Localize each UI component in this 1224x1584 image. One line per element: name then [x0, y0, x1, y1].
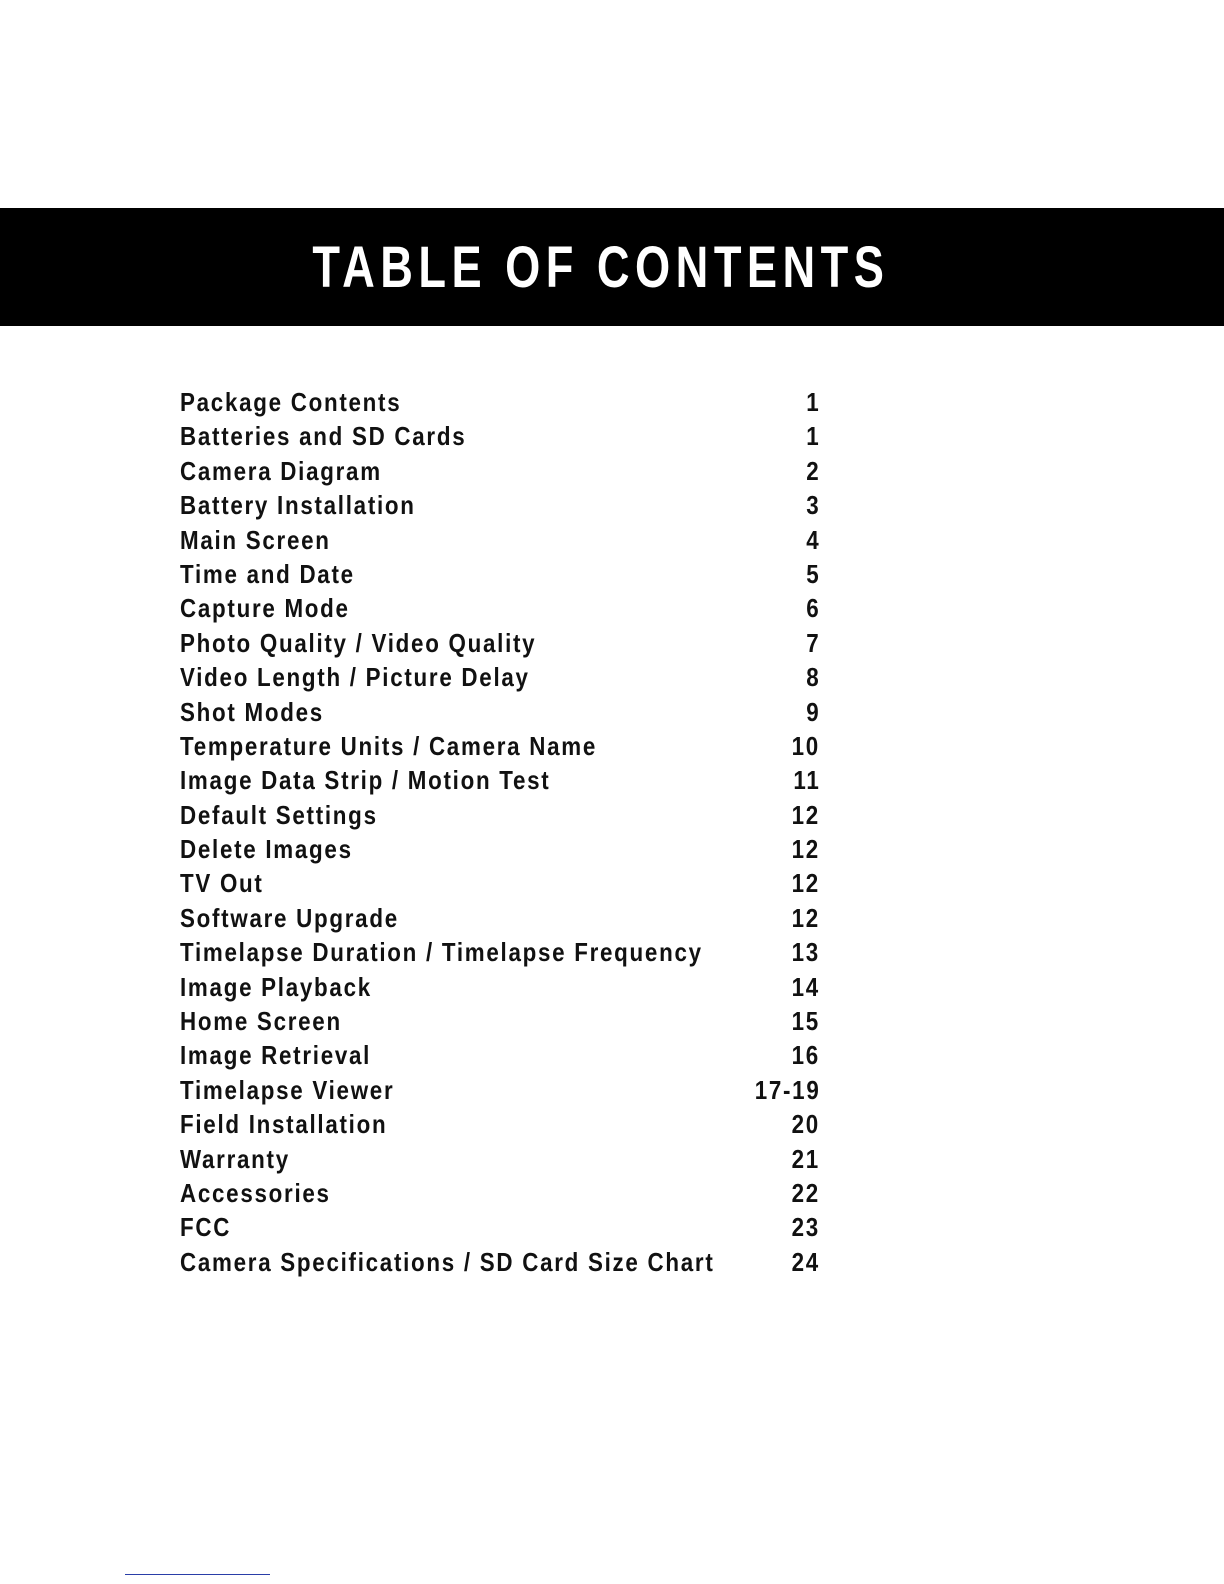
toc-entry-page: 8 — [805, 662, 820, 693]
toc-entry — [180, 1004, 820, 1038]
toc-entry — [180, 488, 820, 522]
toc-entry-label: Warranty — [180, 1143, 290, 1174]
toc-entry — [180, 970, 820, 1004]
footer-rule — [125, 1574, 270, 1575]
toc-entry-label: Main Screen — [180, 524, 331, 555]
toc-entry-page: 11 — [792, 765, 820, 796]
toc-entry-page: 20 — [791, 1109, 820, 1140]
toc-entry — [180, 1107, 820, 1141]
toc-entry-page: 4 — [805, 524, 820, 555]
toc-entry-label: Image Retrieval — [180, 1040, 372, 1071]
toc-entry-label: Shot Modes — [180, 696, 324, 727]
toc-entry — [180, 935, 820, 969]
toc-entry-label: FCC — [180, 1212, 232, 1243]
toc-entry-label: Image Data Strip / Motion Test — [180, 765, 551, 796]
toc-entry-page: 24 — [791, 1246, 820, 1277]
toc-entry-label: Timelapse Viewer — [180, 1074, 395, 1105]
toc-entry — [180, 591, 820, 625]
toc-entry-page: 12 — [791, 799, 820, 830]
page-title: TABLE OF CONTENTS — [312, 234, 890, 300]
toc-entry-label: Batteries and SD Cards — [180, 421, 467, 452]
toc-entry-label: Photo Quality / Video Quality — [180, 627, 537, 658]
toc-entry-page: 1 — [805, 421, 820, 452]
toc-entry — [180, 1245, 820, 1279]
toc-entry — [180, 1038, 820, 1072]
toc-entry-page: 9 — [805, 696, 820, 727]
toc-entry-page: 23 — [791, 1212, 820, 1243]
toc-entry-label: Accessories — [180, 1177, 331, 1208]
toc-entry — [180, 1073, 820, 1107]
toc-entry-page: 3 — [805, 490, 820, 521]
toc-entry — [180, 866, 820, 900]
toc-entry-page: 12 — [791, 868, 820, 899]
toc-entry-page: 12 — [791, 834, 820, 865]
toc-entry-page: 1 — [805, 387, 820, 417]
toc-entry-label: Timelapse Duration / Timelapse Frequency — [180, 937, 703, 968]
toc-entry-page: 14 — [791, 971, 820, 1002]
toc-entry-label: Home Screen — [180, 1006, 342, 1037]
toc-entry-page: 10 — [791, 730, 820, 761]
toc-entry-page: 7 — [805, 627, 820, 658]
toc-entry — [180, 1142, 820, 1176]
toc-entry-label: Capture Mode — [180, 593, 350, 624]
toc-entry-label: Time and Date — [180, 558, 355, 589]
toc-entry-page: 22 — [791, 1177, 820, 1208]
toc-entry-label: Default Settings — [180, 799, 378, 830]
toc-entry — [180, 626, 820, 660]
title-banner — [0, 208, 1224, 326]
toc-entry-page: 15 — [791, 1006, 820, 1037]
toc-entry — [180, 901, 820, 935]
toc-entry — [180, 1176, 820, 1210]
toc-entry-label: Temperature Units / Camera Name — [180, 730, 598, 761]
toc-entry-page: 5 — [805, 558, 820, 589]
toc-entry-page: 17-19 — [754, 1074, 820, 1105]
toc-entry-label: Camera Diagram — [180, 455, 382, 486]
toc-entry — [180, 1210, 820, 1244]
toc-entry-page: 2 — [805, 455, 820, 486]
toc-entry-label: Camera Specifications / SD Card Size Chart — [180, 1246, 715, 1277]
toc-entry-label: Software Upgrade — [180, 902, 399, 933]
toc-entry — [180, 385, 820, 419]
toc-entry-label: Video Length / Picture Delay — [180, 662, 530, 693]
toc-entry — [180, 557, 820, 591]
toc-entry — [180, 454, 820, 488]
toc-entry — [180, 695, 820, 729]
toc-entry — [180, 729, 820, 763]
toc-entry-label: Battery Installation — [180, 490, 416, 521]
toc-entry — [180, 763, 820, 797]
toc-entry — [180, 798, 820, 832]
toc-entry-page: 21 — [791, 1143, 820, 1174]
toc-entry-label: Delete Images — [180, 834, 353, 865]
table-of-contents — [180, 385, 820, 1279]
toc-entry — [180, 832, 820, 866]
toc-entry-page: 16 — [791, 1040, 820, 1071]
toc-entry — [180, 523, 820, 557]
toc-entry-page: 6 — [805, 593, 820, 624]
toc-entry-page: 13 — [791, 937, 820, 968]
toc-entry — [180, 419, 820, 453]
toc-entry-label: TV Out — [180, 868, 264, 899]
toc-entry — [180, 660, 820, 694]
toc-entry-label: Field Installation — [180, 1109, 388, 1140]
toc-entry-page: 12 — [791, 902, 820, 933]
toc-entry-label: Image Playback — [180, 971, 372, 1002]
toc-entry-label: Package Contents — [180, 387, 402, 417]
